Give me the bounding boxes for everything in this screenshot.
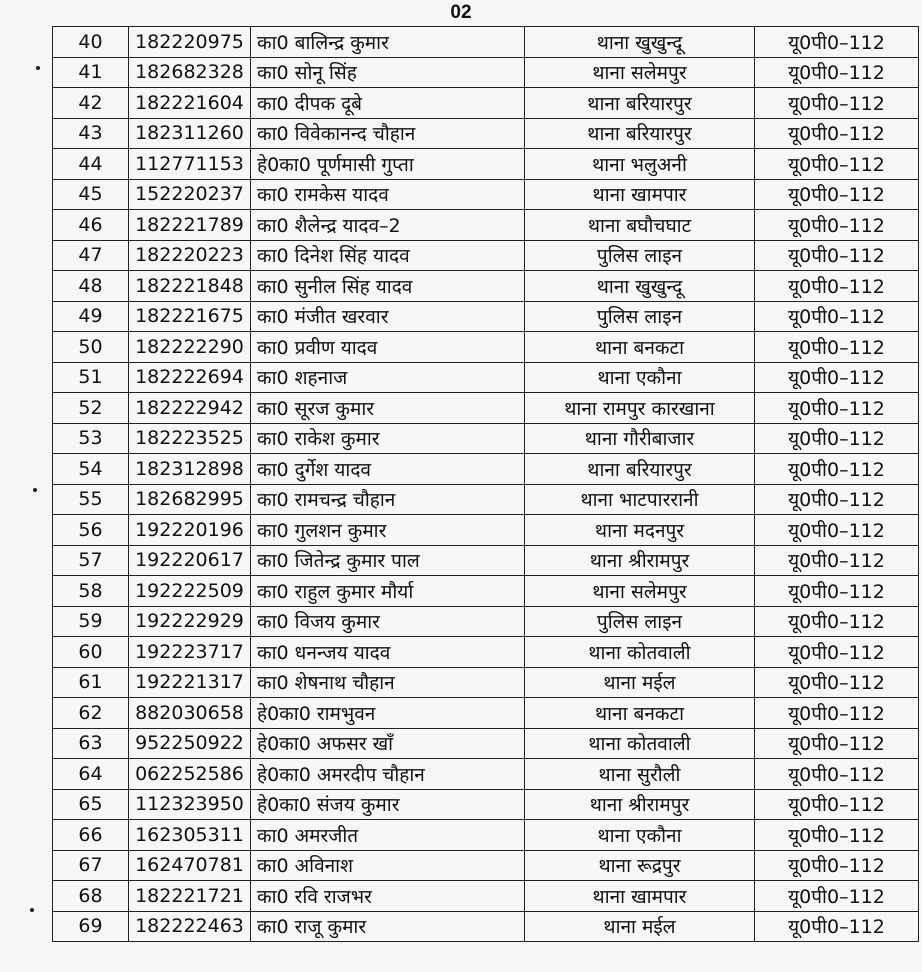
id-number-cell: 192220617 bbox=[129, 545, 251, 576]
id-number-cell: 192222509 bbox=[129, 576, 251, 607]
personnel-name-cell: हे0का0 अफसर खाँ bbox=[251, 728, 525, 759]
posting-station-cell: पुलिस लाइन bbox=[525, 301, 755, 332]
posting-station-cell: थाना रूद्रपुर bbox=[525, 850, 755, 881]
unit-cell: यू0पी0–112 bbox=[755, 149, 919, 180]
table-row bbox=[53, 484, 919, 515]
posting-station-cell: थाना बनकटा bbox=[525, 332, 755, 363]
personnel-name-cell: का0 अमरजीत bbox=[251, 820, 525, 851]
posting-station-cell: थाना श्रीरामपुर bbox=[525, 789, 755, 820]
table-row bbox=[53, 820, 919, 851]
unit-cell: यू0पी0–112 bbox=[755, 88, 919, 119]
table-row bbox=[53, 27, 919, 58]
table-row bbox=[53, 332, 919, 363]
personnel-name-cell: का0 सूरज कुमार bbox=[251, 393, 525, 424]
personnel-name-cell: का0 मंजीत खरवार bbox=[251, 301, 525, 332]
unit-cell: यू0पी0–112 bbox=[755, 637, 919, 668]
unit-cell: यू0पी0–112 bbox=[755, 545, 919, 576]
unit-cell: यू0पी0–112 bbox=[755, 27, 919, 58]
posting-station-cell: थाना एकौना bbox=[525, 820, 755, 851]
unit-cell: यू0पी0–112 bbox=[755, 911, 919, 942]
id-number-cell: 182221604 bbox=[129, 88, 251, 119]
id-number-cell: 152220237 bbox=[129, 179, 251, 210]
posting-station-cell: थाना बघौचघाट bbox=[525, 210, 755, 241]
personnel-name-cell: का0 शैलेन्द्र यादव–2 bbox=[251, 210, 525, 241]
table-row bbox=[53, 759, 919, 790]
unit-cell: यू0पी0–112 bbox=[755, 698, 919, 729]
id-number-cell: 182220975 bbox=[129, 27, 251, 58]
personnel-table-body bbox=[53, 27, 919, 942]
table-row bbox=[53, 423, 919, 454]
posting-station-cell: थाना कोतवाली bbox=[525, 637, 755, 668]
personnel-name-cell: का0 विजय कुमार bbox=[251, 606, 525, 637]
personnel-name-cell: का0 राकेश कुमार bbox=[251, 423, 525, 454]
serial-number-cell: 62 bbox=[53, 698, 129, 729]
table-row bbox=[53, 118, 919, 149]
personnel-name-cell: का0 सोनू सिंह bbox=[251, 57, 525, 88]
unit-cell: यू0पी0–112 bbox=[755, 271, 919, 302]
id-number-cell: 182222942 bbox=[129, 393, 251, 424]
posting-station-cell: थाना सलेमपुर bbox=[525, 576, 755, 607]
table-row bbox=[53, 149, 919, 180]
personnel-name-cell: हे0का0 संजय कुमार bbox=[251, 789, 525, 820]
page-bottom-edge bbox=[0, 962, 922, 972]
table-row bbox=[53, 515, 919, 546]
page-number: 02 bbox=[450, 2, 472, 23]
serial-number-cell: 65 bbox=[53, 789, 129, 820]
table-row bbox=[53, 881, 919, 912]
unit-cell: यू0पी0–112 bbox=[755, 454, 919, 485]
table-row bbox=[53, 667, 919, 698]
serial-number-cell: 60 bbox=[53, 637, 129, 668]
personnel-name-cell: का0 जितेन्द्र कुमार पाल bbox=[251, 545, 525, 576]
posting-station-cell: थाना कोतवाली bbox=[525, 728, 755, 759]
posting-station-cell: थाना गौरीबाजार bbox=[525, 423, 755, 454]
personnel-name-cell: का0 विवेकानन्द चौहान bbox=[251, 118, 525, 149]
posting-station-cell: थाना खामपार bbox=[525, 179, 755, 210]
unit-cell: यू0पी0–112 bbox=[755, 301, 919, 332]
unit-cell: यू0पी0–112 bbox=[755, 240, 919, 271]
personnel-name-cell: हे0का0 रामभुवन bbox=[251, 698, 525, 729]
personnel-name-cell: का0 दीपक दूबे bbox=[251, 88, 525, 119]
serial-number-cell: 48 bbox=[53, 271, 129, 302]
posting-station-cell: थाना खामपार bbox=[525, 881, 755, 912]
unit-cell: यू0पी0–112 bbox=[755, 332, 919, 363]
posting-station-cell: थाना सुरौली bbox=[525, 759, 755, 790]
unit-cell: यू0पी0–112 bbox=[755, 667, 919, 698]
personnel-name-cell: का0 प्रवीण यादव bbox=[251, 332, 525, 363]
posting-station-cell: थाना श्रीरामपुर bbox=[525, 545, 755, 576]
unit-cell: यू0पी0–112 bbox=[755, 759, 919, 790]
posting-station-cell: थाना रामपुर कारखाना bbox=[525, 393, 755, 424]
serial-number-cell: 56 bbox=[53, 515, 129, 546]
table-row bbox=[53, 362, 919, 393]
id-number-cell: 192221317 bbox=[129, 667, 251, 698]
id-number-cell: 182682995 bbox=[129, 484, 251, 515]
posting-station-cell: थाना मईल bbox=[525, 911, 755, 942]
id-number-cell: 952250922 bbox=[129, 728, 251, 759]
serial-number-cell: 46 bbox=[53, 210, 129, 241]
id-number-cell: 162470781 bbox=[129, 850, 251, 881]
id-number-cell: 192222929 bbox=[129, 606, 251, 637]
personnel-name-cell: का0 राहुल कुमार मौर्या bbox=[251, 576, 525, 607]
table-row bbox=[53, 57, 919, 88]
posting-station-cell: थाना मदनपुर bbox=[525, 515, 755, 546]
id-number-cell: 182682328 bbox=[129, 57, 251, 88]
posting-station-cell: थाना भाटपाररानी bbox=[525, 484, 755, 515]
serial-number-cell: 61 bbox=[53, 667, 129, 698]
table-row bbox=[53, 210, 919, 241]
serial-number-cell: 59 bbox=[53, 606, 129, 637]
table-row bbox=[53, 240, 919, 271]
personnel-name-cell: का0 रवि राजभर bbox=[251, 881, 525, 912]
id-number-cell: 182222290 bbox=[129, 332, 251, 363]
posting-station-cell: थाना बरियारपुर bbox=[525, 118, 755, 149]
posting-station-cell: थाना एकौना bbox=[525, 362, 755, 393]
serial-number-cell: 57 bbox=[53, 545, 129, 576]
personnel-name-cell: का0 राजू कुमार bbox=[251, 911, 525, 942]
table-row bbox=[53, 271, 919, 302]
table-row bbox=[53, 850, 919, 881]
posting-station-cell: थाना भलुअनी bbox=[525, 149, 755, 180]
unit-cell: यू0पी0–112 bbox=[755, 210, 919, 241]
posting-station-cell: थाना मईल bbox=[525, 667, 755, 698]
id-number-cell: 182220223 bbox=[129, 240, 251, 271]
id-number-cell: 192223717 bbox=[129, 637, 251, 668]
personnel-name-cell: का0 गुलशन कुमार bbox=[251, 515, 525, 546]
table-row bbox=[53, 454, 919, 485]
serial-number-cell: 63 bbox=[53, 728, 129, 759]
unit-cell: यू0पी0–112 bbox=[755, 118, 919, 149]
serial-number-cell: 42 bbox=[53, 88, 129, 119]
posting-station-cell: थाना सलेमपुर bbox=[525, 57, 755, 88]
unit-cell: यू0पी0–112 bbox=[755, 728, 919, 759]
unit-cell: यू0पी0–112 bbox=[755, 393, 919, 424]
personnel-name-cell: हे0का0 अमरदीप चौहान bbox=[251, 759, 525, 790]
personnel-name-cell: का0 सुनील सिंह यादव bbox=[251, 271, 525, 302]
margin-dot bbox=[30, 908, 34, 912]
unit-cell: यू0पी0–112 bbox=[755, 179, 919, 210]
serial-number-cell: 67 bbox=[53, 850, 129, 881]
personnel-name-cell: का0 धनन्जय यादव bbox=[251, 637, 525, 668]
personnel-name-cell: का0 रामचन्द्र चौहान bbox=[251, 484, 525, 515]
serial-number-cell: 41 bbox=[53, 57, 129, 88]
table-row bbox=[53, 637, 919, 668]
id-number-cell: 182222694 bbox=[129, 362, 251, 393]
unit-cell: यू0पी0–112 bbox=[755, 423, 919, 454]
personnel-name-cell: का0 शहनाज bbox=[251, 362, 525, 393]
personnel-name-cell: का0 बालिन्द्र कुमार bbox=[251, 27, 525, 58]
posting-station-cell: थाना बरियारपुर bbox=[525, 454, 755, 485]
id-number-cell: 192220196 bbox=[129, 515, 251, 546]
personnel-name-cell: का0 दिनेश सिंह यादव bbox=[251, 240, 525, 271]
posting-station-cell: थाना खुखुन्दू bbox=[525, 271, 755, 302]
posting-station-cell: थाना बरियारपुर bbox=[525, 88, 755, 119]
id-number-cell: 882030658 bbox=[129, 698, 251, 729]
table-row bbox=[53, 301, 919, 332]
table-row bbox=[53, 179, 919, 210]
serial-number-cell: 43 bbox=[53, 118, 129, 149]
id-number-cell: 112771153 bbox=[129, 149, 251, 180]
serial-number-cell: 51 bbox=[53, 362, 129, 393]
table-row bbox=[53, 88, 919, 119]
serial-number-cell: 40 bbox=[53, 27, 129, 58]
id-number-cell: 112323950 bbox=[129, 789, 251, 820]
unit-cell: यू0पी0–112 bbox=[755, 362, 919, 393]
posting-station-cell: पुलिस लाइन bbox=[525, 606, 755, 637]
serial-number-cell: 47 bbox=[53, 240, 129, 271]
unit-cell: यू0पी0–112 bbox=[755, 576, 919, 607]
id-number-cell: 162305311 bbox=[129, 820, 251, 851]
id-number-cell: 182221789 bbox=[129, 210, 251, 241]
unit-cell: यू0पी0–112 bbox=[755, 484, 919, 515]
margin-dot bbox=[33, 488, 37, 492]
posting-station-cell: थाना खुखुन्दू bbox=[525, 27, 755, 58]
personnel-table bbox=[52, 26, 919, 942]
personnel-name-cell: का0 शेषनाथ चौहान bbox=[251, 667, 525, 698]
table-row bbox=[53, 393, 919, 424]
unit-cell: यू0पी0–112 bbox=[755, 850, 919, 881]
serial-number-cell: 45 bbox=[53, 179, 129, 210]
table-row bbox=[53, 789, 919, 820]
id-number-cell: 182221848 bbox=[129, 271, 251, 302]
serial-number-cell: 66 bbox=[53, 820, 129, 851]
id-number-cell: 182223525 bbox=[129, 423, 251, 454]
serial-number-cell: 68 bbox=[53, 881, 129, 912]
posting-station-cell: थाना बनकटा bbox=[525, 698, 755, 729]
posting-station-cell: पुलिस लाइन bbox=[525, 240, 755, 271]
unit-cell: यू0पी0–112 bbox=[755, 881, 919, 912]
serial-number-cell: 44 bbox=[53, 149, 129, 180]
personnel-name-cell: का0 दुर्गेश यादव bbox=[251, 454, 525, 485]
unit-cell: यू0पी0–112 bbox=[755, 57, 919, 88]
serial-number-cell: 64 bbox=[53, 759, 129, 790]
id-number-cell: 062252586 bbox=[129, 759, 251, 790]
unit-cell: यू0पी0–112 bbox=[755, 515, 919, 546]
personnel-name-cell: हे0का0 पूर्णमासी गुप्ता bbox=[251, 149, 525, 180]
table-row bbox=[53, 576, 919, 607]
personnel-name-cell: का0 रामकेस यादव bbox=[251, 179, 525, 210]
id-number-cell: 182312898 bbox=[129, 454, 251, 485]
id-number-cell: 182222463 bbox=[129, 911, 251, 942]
serial-number-cell: 69 bbox=[53, 911, 129, 942]
unit-cell: यू0पी0–112 bbox=[755, 789, 919, 820]
serial-number-cell: 52 bbox=[53, 393, 129, 424]
unit-cell: यू0पी0–112 bbox=[755, 606, 919, 637]
serial-number-cell: 58 bbox=[53, 576, 129, 607]
id-number-cell: 182221675 bbox=[129, 301, 251, 332]
serial-number-cell: 49 bbox=[53, 301, 129, 332]
table-row bbox=[53, 911, 919, 942]
table-row bbox=[53, 545, 919, 576]
serial-number-cell: 53 bbox=[53, 423, 129, 454]
serial-number-cell: 50 bbox=[53, 332, 129, 363]
serial-number-cell: 55 bbox=[53, 484, 129, 515]
id-number-cell: 182311260 bbox=[129, 118, 251, 149]
margin-dot bbox=[36, 66, 40, 70]
personnel-name-cell: का0 अविनाश bbox=[251, 850, 525, 881]
unit-cell: यू0पी0–112 bbox=[755, 820, 919, 851]
table-row bbox=[53, 606, 919, 637]
table-row bbox=[53, 698, 919, 729]
id-number-cell: 182221721 bbox=[129, 881, 251, 912]
serial-number-cell: 54 bbox=[53, 454, 129, 485]
table-row bbox=[53, 728, 919, 759]
